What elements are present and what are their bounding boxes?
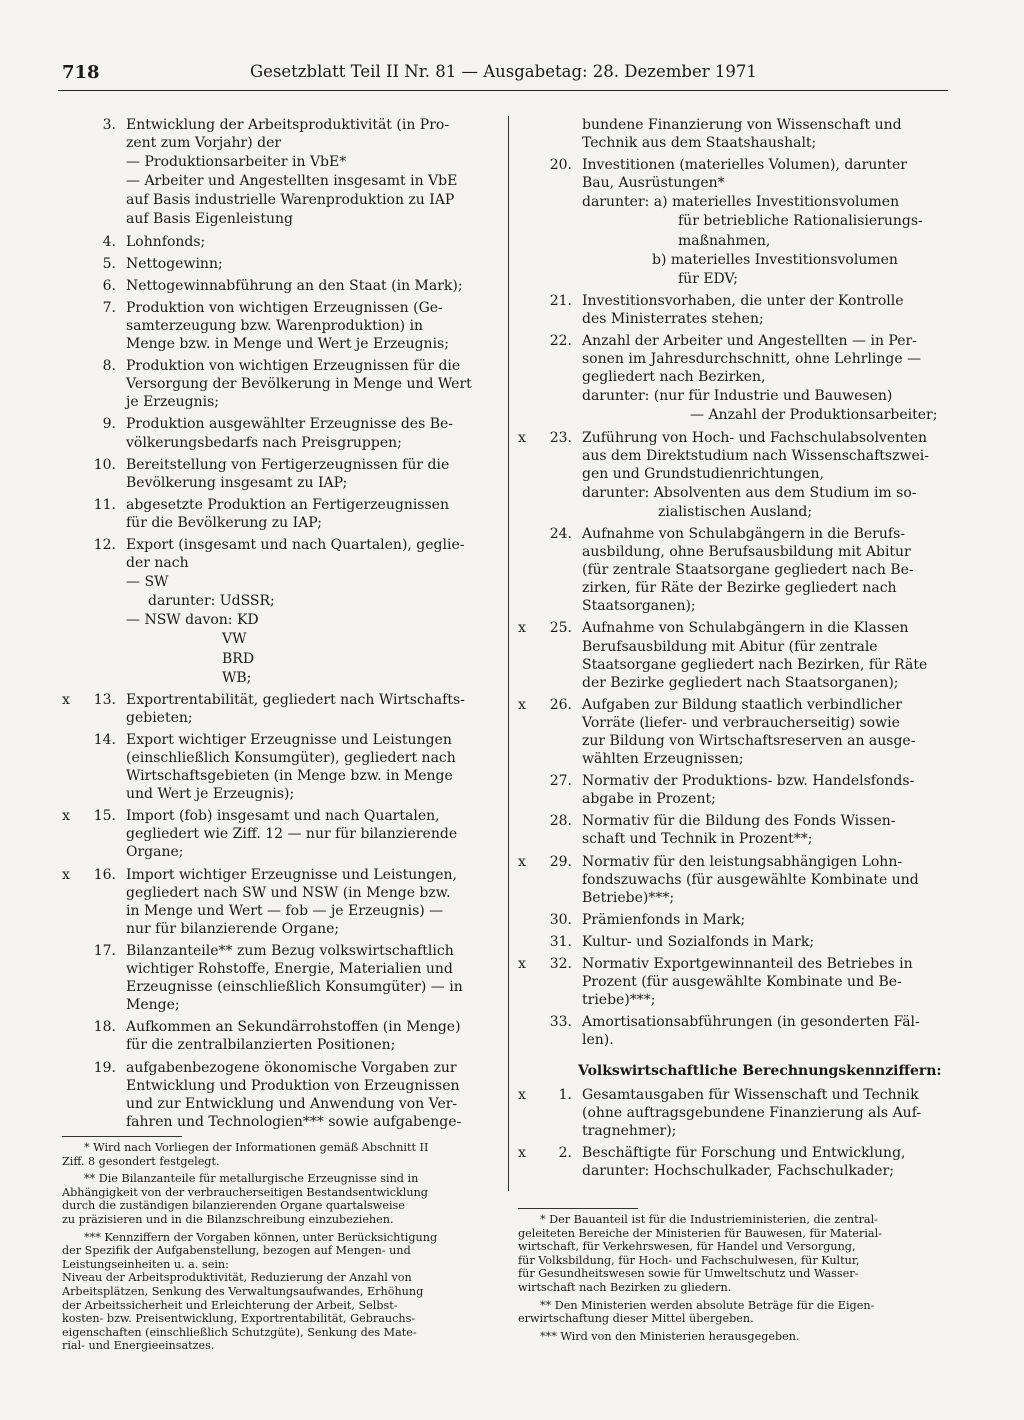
- item-text-line: Versorgung der Bevölkerung in Menge und Wert: [126, 376, 472, 393]
- item-number: 29.: [549, 853, 572, 870]
- item-text-line: Export wichtiger Erzeugnisse und Leistungen: [126, 731, 452, 748]
- item-number: 8.: [102, 358, 116, 375]
- x-mark: x: [518, 1086, 526, 1103]
- list-item: [518, 853, 948, 907]
- item-text-line: Prämienfonds in Mark;: [582, 911, 746, 928]
- footnote-line: wirtschaft nach Bezirken zu gliedern.: [518, 1280, 732, 1294]
- footnote-line: ** Den Ministerien werden absolute Beträge für die Eigen-: [540, 1298, 875, 1312]
- item-number: 23.: [549, 429, 572, 446]
- item-text-line: darunter: Hochschulkader, Fachschulkader;: [582, 1162, 894, 1179]
- list-item: [62, 415, 494, 451]
- item-text-line: für die Bevölkerung zu IAP;: [126, 514, 322, 531]
- list-item: [518, 933, 948, 951]
- item-subline: darunter: (nur für Industrie und Bauwesen): [582, 388, 893, 405]
- item-text-line: Prozent (für ausgewählte Kombinate und Be-: [582, 974, 902, 991]
- list-item: [518, 525, 948, 615]
- item-text-line: ausbildung, ohne Berufsausbildung mit Abitur: [582, 544, 911, 561]
- item-subline: darunter: UdSSR;: [148, 593, 275, 610]
- item-text-line: Investitionen (materielles Volumen), darunter: [582, 157, 907, 174]
- item-text-line: Staatsorganen);: [582, 598, 696, 615]
- list-item: [518, 292, 948, 328]
- item-text-line: Berufsausbildung mit Abitur (für zentrale: [582, 638, 878, 655]
- x-mark: x: [518, 1144, 526, 1161]
- item-subline: b) materielles Investitionsvolumen: [652, 251, 898, 268]
- item-text-line: des Ministerrates stehen;: [582, 310, 764, 327]
- header-rule: [58, 90, 948, 91]
- page-number: 718: [62, 62, 100, 83]
- item-number: 17.: [93, 942, 116, 959]
- item-number: 7.: [102, 299, 116, 316]
- item-text-line: abgesetzte Produktion an Fertigerzeugnissen: [126, 496, 449, 513]
- footnote: [62, 1231, 494, 1353]
- item-number: 11.: [93, 496, 116, 513]
- item-number: 28.: [549, 813, 572, 830]
- item-text-line: der Bezirke gegliedert nach Staatsorganen);: [582, 674, 899, 691]
- item-text-line: Produktion von wichtigen Erzeugnissen (Ge-: [126, 299, 443, 316]
- item-text-line: Anzahl der Arbeiter und Angestellten — in Per-: [582, 333, 917, 350]
- item-number: 6.: [102, 277, 116, 294]
- item-text-line: samterzeugung bzw. Warenproduktion) in: [126, 317, 424, 334]
- item-text-line: len).: [582, 1032, 614, 1049]
- list-item: [62, 691, 494, 727]
- x-mark: x: [62, 808, 70, 825]
- item-text-line: Wirtschaftsgebieten (in Menge bzw. in Menge: [126, 768, 453, 785]
- item-number: 26.: [549, 696, 572, 713]
- continuation-text: [518, 116, 948, 152]
- item-number: 9.: [102, 416, 116, 433]
- item-number: 10.: [93, 456, 116, 473]
- item-text-line: Exportrentabilität, gegliedert nach Wirtschafts-: [126, 691, 465, 708]
- item-number: 14.: [93, 731, 116, 748]
- item-text-line: gebieten;: [126, 709, 193, 726]
- item-text-line: Produktion ausgewählter Erzeugnisse des Be-: [126, 416, 454, 433]
- item-text-line: Menge bzw. in Menge und Wert je Erzeugnis;: [126, 336, 449, 353]
- item-text-line: Aufnahme von Schulabgängern in die Klassen: [582, 620, 909, 637]
- item-number: 24.: [549, 525, 572, 542]
- item-text-line: sonen im Jahresdurchschnitt, ohne Lehrlinge —: [582, 351, 922, 368]
- item-subline: für betriebliche Rationalisierungs-: [678, 213, 923, 230]
- footnote-line: durch die zuständigen bilanzierenden Organe quartalsweise: [62, 1199, 405, 1213]
- item-text-line: in Menge und Wert — fob — je Erzeugnis) —: [126, 902, 444, 919]
- item-text-line: nur für bilanzierende Organe;: [126, 920, 340, 937]
- list-item: [518, 619, 948, 691]
- item-text-line: fondszuwachs (für ausgewählte Kombinate und: [582, 871, 919, 888]
- footnote-line: Ziff. 8 gesondert festgelegt.: [62, 1154, 220, 1168]
- list-item: [62, 942, 494, 1014]
- x-mark: x: [518, 853, 526, 870]
- footnote-line: zu präzisieren und in die Bilanzschreibung einzubeziehen.: [62, 1212, 394, 1226]
- item-text-line: Bereitstellung von Fertigerzeugnissen für die: [126, 456, 450, 473]
- item-text-line: Normativ für die Bildung des Fonds Wissen-: [582, 813, 896, 830]
- item-text-line: zirken, für Räte der Bezirke gegliedert nach: [582, 580, 897, 597]
- item-text-line: Nettogewinn;: [126, 255, 223, 272]
- list-item: [62, 866, 494, 938]
- item-number: 20.: [549, 157, 572, 174]
- item-text-line: aus dem Direktstudium nach Wissenschaftszwei-: [582, 447, 929, 464]
- item-text-line: Aufnahme von Schulabgängern in die Berufs-: [582, 525, 905, 542]
- item-text-line: der nach: [126, 555, 189, 572]
- item-subline: darunter: Absolventen aus dem Studium im so-: [582, 484, 917, 501]
- footnote: [518, 1330, 948, 1344]
- item-number: 25.: [549, 620, 572, 637]
- item-text-line: Produktion von wichtigen Erzeugnissen für die: [126, 358, 461, 375]
- item-text-line: Investitionsvorhaben, die unter der Kontrolle: [582, 292, 904, 309]
- item-text-line: und Wert je Erzeugnis);: [126, 786, 295, 803]
- footnote-line: erwirtschaftung dieser Mittel übergeben.: [518, 1312, 754, 1326]
- item-text-line: und zur Entwicklung und Anwendung von Ver-: [126, 1095, 458, 1112]
- footnote-line: der Spezifik der Aufgabenstellung, bezogen auf Mengen- und: [62, 1244, 411, 1258]
- item-text-line: Entwicklung der Arbeitsproduktivität (in Pro-: [126, 117, 450, 133]
- item-number: 33.: [549, 1014, 572, 1031]
- item-text-line: Import wichtiger Erzeugnisse und Leistungen,: [126, 866, 457, 883]
- item-text-line: gen und Grundstudienrichtungen,: [582, 465, 824, 482]
- item-subline: für EDV;: [678, 270, 738, 287]
- item-text-line: Vorräte (liefer- und verbraucherseitig) sowie: [582, 714, 900, 731]
- footnote-line: ** Die Bilanzanteile für metallurgische Erzeugnisse sind in: [84, 1172, 419, 1186]
- list-item: [62, 496, 494, 532]
- item-text-line: Amortisationsabführungen (in gesonderten Fäl-: [582, 1014, 920, 1031]
- footnote: [62, 1141, 494, 1168]
- item-text-line: Aufgaben zur Bildung staatlich verbindlicher: [582, 696, 903, 713]
- item-text-line: Nettogewinnabführung an den Staat (in Mark);: [126, 277, 463, 294]
- footnote-line: Niveau der Arbeitsproduktivität, Reduzierung der Anzahl von: [62, 1271, 412, 1285]
- footnote: [518, 1213, 948, 1295]
- footnote-line: *** Kennziffern der Vorgaben können, unter Berücksichtigung: [84, 1230, 438, 1244]
- item-text-line: abgabe in Prozent;: [582, 791, 716, 808]
- item-subline: BRD: [222, 650, 255, 667]
- item-text-line: Import (fob) insgesamt und nach Quartalen,: [126, 808, 440, 825]
- item-number: 21.: [549, 292, 572, 309]
- footnote-line: Leistungseinheiten u. a. sein:: [62, 1257, 229, 1271]
- list-item: [62, 807, 494, 861]
- item-text-line: Export (insgesamt und nach Quartalen), geglie-: [126, 536, 465, 553]
- list-item: [62, 1018, 494, 1054]
- list-item: [518, 955, 948, 1009]
- list-item: [62, 255, 494, 273]
- right-column: [518, 116, 948, 1184]
- list-item: [62, 456, 494, 492]
- item-number: 31.: [549, 933, 572, 950]
- footnote: [62, 1172, 494, 1226]
- item-text-line: zent zum Vorjahr) der: [126, 135, 282, 152]
- item-subline: — SW: [126, 574, 169, 591]
- item-text-line: wählten Erzeugnissen;: [582, 751, 744, 768]
- item-number: 15.: [93, 808, 116, 825]
- footnote-line: geleiteten Bereiche der Ministerien für Bauwesen, für Material-: [518, 1226, 882, 1240]
- item-text-line: Erzeugnisse (einschließlich Konsumgüter) — in: [126, 979, 463, 996]
- item-text-line: Bau, Ausrüstungen*: [582, 175, 725, 192]
- footnote-line: für Volksbildung, für Hoch- und Fachschulwesen, für Kultur,: [518, 1253, 860, 1267]
- item-text-line: tragnehmer);: [582, 1122, 677, 1139]
- item-text-line: Gesamtausgaben für Wissenschaft und Technik: [582, 1086, 919, 1103]
- footnote-line: der Arbeitssicherheit und Erleichterung der Arbeit, Selbst-: [62, 1298, 398, 1312]
- item-subline: — NSW davon: KD: [126, 612, 259, 629]
- item-text-line: Organe;: [126, 844, 184, 861]
- list-item: [518, 772, 948, 808]
- footnote-line: wirtschaft, für Verkehrswesen, für Handel und Versorgung,: [518, 1240, 856, 1254]
- list-item: [62, 731, 494, 803]
- item-text-line: Entwicklung und Produktion von Erzeugnissen: [126, 1077, 460, 1094]
- list-item: [62, 299, 494, 353]
- item-number: 22.: [549, 333, 572, 350]
- item-number: 5.: [102, 255, 116, 272]
- x-mark: x: [518, 429, 526, 446]
- footnote-line: kosten- bzw. Preisentwicklung, Exportrentabilität, Gebrauchs-: [62, 1312, 416, 1326]
- item-subline: maßnahmen,: [678, 232, 771, 249]
- list-item: [518, 429, 948, 521]
- item-number: 30.: [549, 911, 572, 928]
- list-item: [62, 116, 494, 229]
- item-number: 1.: [558, 1086, 572, 1103]
- item-text-line: gegliedert wie Ziff. 12 — nur für bilanzierende: [126, 826, 458, 843]
- item-text-line: Staatsorgane gegliedert nach Bezirken, für Räte: [582, 656, 928, 673]
- item-subline: — Arbeiter und Angestellten insgesamt in VbE: [126, 173, 458, 190]
- x-mark: x: [518, 696, 526, 713]
- item-text-line: (für zentrale Staatsorgane gegliedert nach Be-: [582, 562, 914, 579]
- item-text-line: Betriebe)***;: [582, 889, 675, 906]
- footnote-line: für Gesundheitswesen sowie für Umweltschutz und Wasser-: [518, 1267, 859, 1281]
- list-item: [518, 332, 948, 424]
- list-item: [62, 357, 494, 411]
- list-item: [62, 536, 494, 687]
- footnotes-right: [518, 1208, 948, 1347]
- item-number: 27.: [549, 773, 572, 790]
- footnote-line: *** Wird von den Ministerien herausgegeben.: [540, 1329, 800, 1343]
- list-item: [518, 1086, 948, 1140]
- list-item: [62, 1059, 494, 1131]
- footnote-line: Arbeitsplätzen, Senkung des Verwaltungsaufwandes, Erhöhung: [62, 1284, 424, 1298]
- x-mark: x: [518, 620, 526, 637]
- item-text-line: Menge;: [126, 997, 180, 1014]
- item-text-line: Kultur- und Sozialfonds in Mark;: [582, 933, 815, 950]
- item-text-line: fahren und Technologien*** sowie aufgabenge-: [126, 1113, 462, 1130]
- item-text-line: Beschäftigte für Forschung und Entwicklung,: [582, 1144, 906, 1161]
- column-divider: [508, 116, 509, 1191]
- item-text-line: bundene Finanzierung von Wissenschaft und: [582, 117, 902, 133]
- item-number: 3.: [102, 117, 116, 133]
- list-item: [518, 1144, 948, 1180]
- item-number: 2.: [558, 1144, 572, 1161]
- item-text-line: (ohne auftragsgebundene Finanzierung als Auf-: [582, 1104, 922, 1121]
- item-text-line: Bilanzanteile** zum Bezug volkswirtschaftlich: [126, 942, 454, 959]
- list-item: [518, 696, 948, 768]
- item-text-line: gegliedert nach SW und NSW (in Menge bzw.: [126, 884, 451, 901]
- footnote-line: rial- und Energieeinsatzes.: [62, 1339, 215, 1353]
- left-column: [62, 116, 494, 1135]
- item-text-line: Zuführung von Hoch- und Fachschulabsolventen: [582, 429, 928, 446]
- item-text-line: Aufkommen an Sekundärrohstoffen (in Menge): [126, 1019, 461, 1036]
- item-text-line: schaft und Technik in Prozent**;: [582, 831, 813, 848]
- item-text-line: völkerungsbedarfs nach Preisgruppen;: [126, 434, 402, 451]
- list-item: [518, 156, 948, 288]
- item-subline: — Produktionsarbeiter in VbE*: [126, 154, 347, 171]
- page-header: [58, 58, 948, 94]
- x-mark: x: [62, 691, 70, 708]
- list-item: [518, 1013, 948, 1049]
- footnotes-left: [62, 1136, 494, 1357]
- item-text-line: Normativ der Produktions- bzw. Handelsfonds-: [582, 773, 915, 790]
- item-subline: VW: [222, 631, 247, 648]
- item-text-line: aufgabenbezogene ökonomische Vorgaben zur: [126, 1059, 457, 1076]
- footnote-line: * Wird nach Vorliegen der Informationen gemäß Abschnitt II: [84, 1141, 429, 1154]
- list-item: [518, 812, 948, 848]
- item-text-line: Normativ Exportgewinnanteil des Betriebes in: [582, 956, 913, 973]
- item-subline: auf Basis industrielle Warenproduktion zu IAP: [126, 192, 455, 209]
- item-text-line: Bevölkerung insgesamt zu IAP;: [126, 474, 348, 491]
- x-mark: x: [62, 866, 70, 883]
- footnote-rule: [518, 1208, 638, 1209]
- item-text-line: Normativ für den leistungsabhängigen Lohn-: [582, 853, 903, 870]
- item-text-line: gegliedert nach Bezirken,: [582, 369, 766, 386]
- item-text-line: wichtiger Rohstoffe, Energie, Materialien und: [126, 961, 453, 978]
- footnote-rule: [62, 1136, 182, 1137]
- footnote-line: Abhängigkeit von der verbraucherseitigen Bestandsentwicklung: [62, 1185, 428, 1199]
- section-heading: Volkswirtschaftliche Berechnungskennziffern:: [578, 1062, 942, 1079]
- item-text-line: Lohnfonds;: [126, 233, 206, 250]
- item-number: 19.: [93, 1059, 116, 1076]
- list-item: [62, 233, 494, 251]
- footnote-line: * Der Bauanteil ist für die Industrieministerien, die zentral-: [540, 1213, 878, 1226]
- item-text-line: für die zentralbilanzierten Positionen;: [126, 1037, 396, 1054]
- item-subline: auf Basis Eigenleistung: [126, 211, 293, 228]
- item-number: 18.: [93, 1019, 116, 1036]
- item-number: 16.: [93, 866, 116, 883]
- page-title: Gesetzblatt Teil II Nr. 81 — Ausgabetag: 28. Dezember 1971: [250, 62, 757, 81]
- item-number: 32.: [549, 956, 572, 973]
- item-subline: darunter: a) materielles Investitionsvolumen: [582, 194, 900, 211]
- item-number: 12.: [93, 536, 116, 553]
- footnote-line: eigenschaften (einschließlich Schutzgüte), Senkung des Mate-: [62, 1325, 417, 1339]
- item-subline: — Anzahl der Produktionsarbeiter;: [690, 407, 938, 424]
- item-subline: zialistischen Ausland;: [658, 503, 813, 520]
- footnote: [518, 1299, 948, 1326]
- item-text-line: Technik aus dem Staatshaushalt;: [582, 135, 817, 152]
- item-subline: WB;: [222, 669, 252, 686]
- item-text-line: triebe)***;: [582, 992, 656, 1009]
- list-item: [62, 277, 494, 295]
- item-number: 4.: [102, 233, 116, 250]
- item-text-line: zur Bildung von Wirtschaftsreserven an ausge-: [582, 733, 916, 749]
- list-item: [518, 911, 948, 929]
- item-number: 13.: [93, 691, 116, 708]
- x-mark: x: [518, 956, 526, 973]
- item-text-line: je Erzeugnis;: [126, 394, 220, 411]
- item-text-line: (einschließlich Konsumgüter), gegliedert nach: [126, 750, 456, 766]
